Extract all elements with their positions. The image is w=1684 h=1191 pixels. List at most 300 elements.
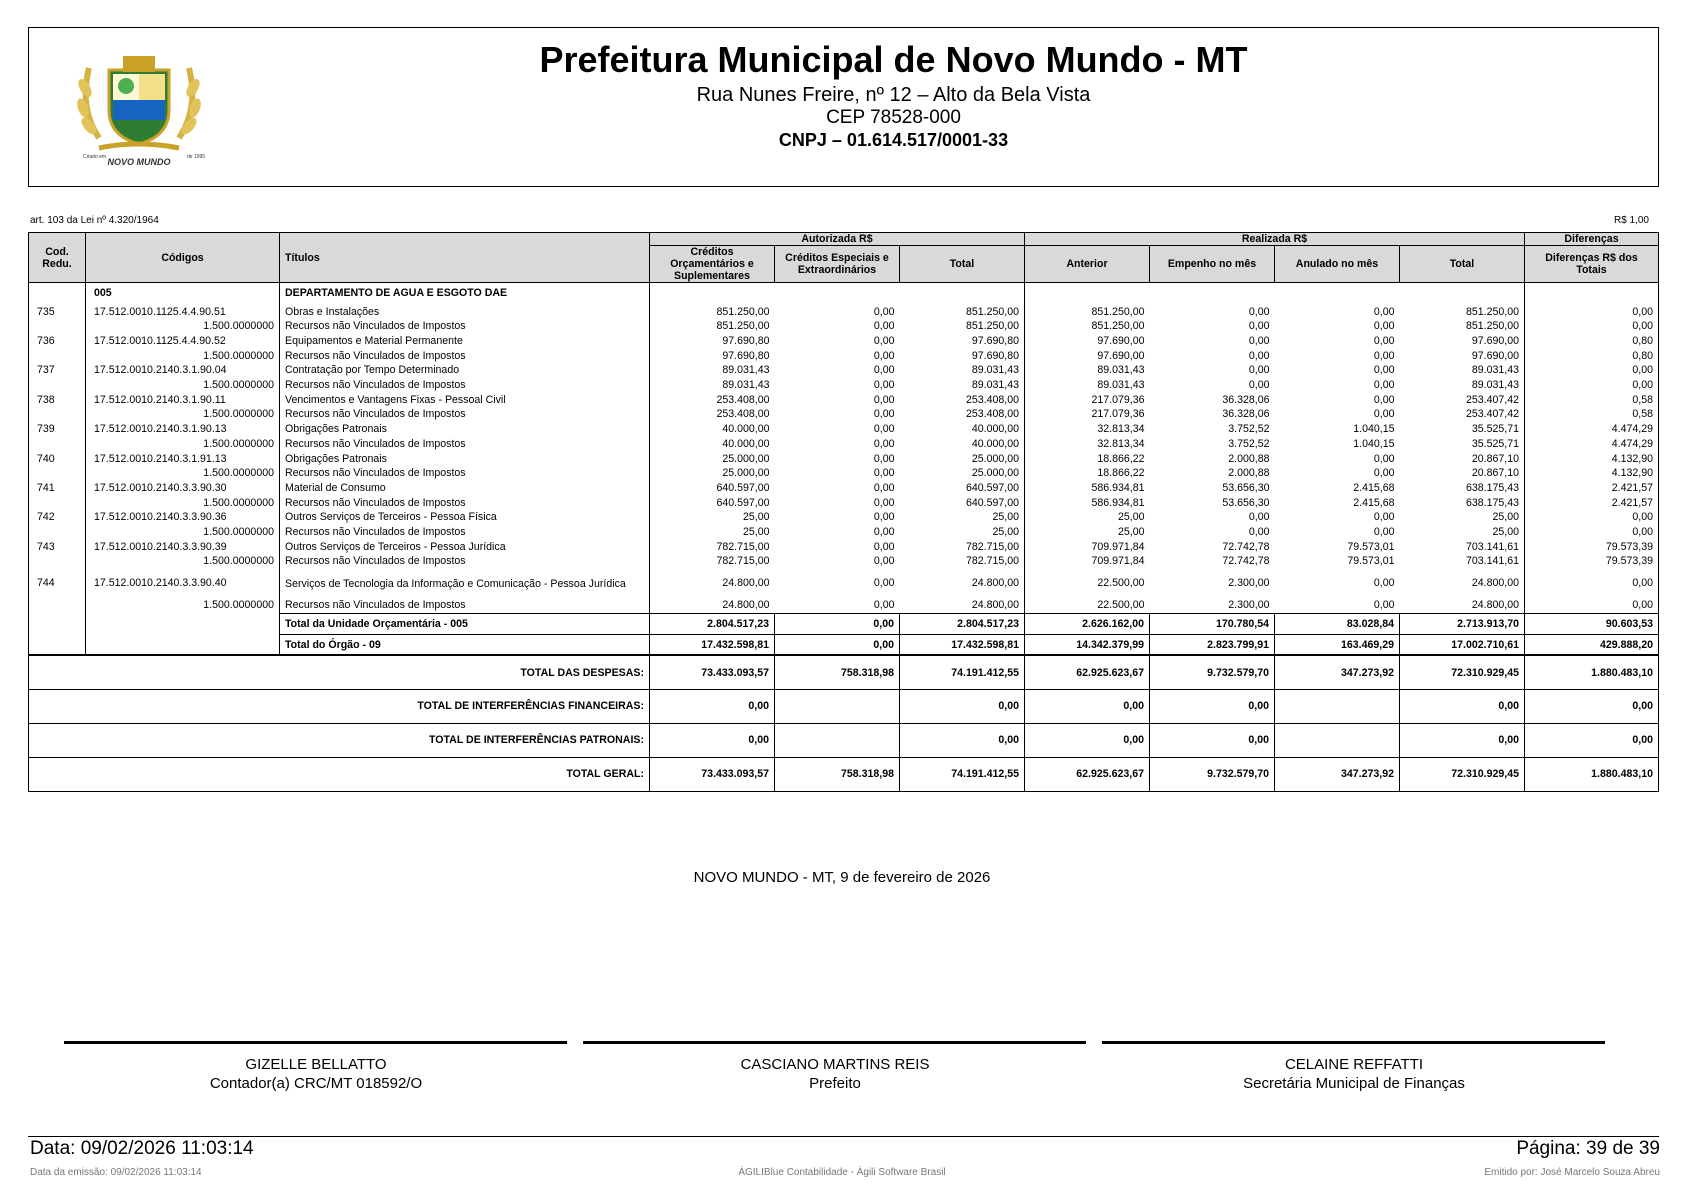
total-value: 0,00 (650, 689, 775, 723)
total-value: 0,00 (1025, 723, 1150, 757)
codigo-cell: 17.512.0010.2140.3.1.90.13 (86, 422, 280, 437)
total-value (775, 689, 900, 723)
municipality-title: Prefeitura Municipal de Novo Mundo - MT (539, 39, 1248, 80)
value-cell: 0,00 (873, 467, 895, 480)
col-titulos: Títulos (280, 233, 650, 283)
value-cell: 89.031,43 (1471, 379, 1519, 392)
value-cell: 97.690,00 (1471, 334, 1519, 347)
value-cell: 25,00 (650, 510, 775, 525)
total-value: 9.732.579,70 (1150, 655, 1275, 689)
value-cell: 2.000,88 (1228, 452, 1270, 465)
total-row (29, 689, 1659, 723)
value-cell: 79.573,01 (1347, 540, 1395, 553)
value-cell: 0,58 (1525, 407, 1659, 422)
value-cell: 0,00 (1373, 467, 1395, 480)
total-value: 9.732.579,70 (1150, 757, 1275, 791)
col-empenho-mes: Empenho no mês (1150, 246, 1275, 283)
value-cell: 97.690,80 (650, 349, 775, 364)
total-row (29, 723, 1659, 757)
subtotal-value: 17.432.598,81 (900, 634, 1025, 655)
value-cell: 24.800,00 (971, 599, 1019, 612)
value-cell: 0,00 (1373, 393, 1395, 406)
value-cell: 0,00 (873, 408, 895, 421)
cell-empty (86, 634, 280, 655)
unit-row (29, 283, 1659, 305)
codigo-cell: 17.512.0010.1125.4.4.90.52 (86, 334, 280, 349)
place-date: NOVO MUNDO - MT, 9 de fevereiro de 2026 (693, 869, 991, 886)
table-row (29, 363, 1659, 378)
total-value (1275, 689, 1400, 723)
subtotal-value: 17.432.598,81 (650, 634, 775, 655)
value-cell: 24.800,00 (650, 569, 775, 598)
value-cell: 640.597,00 (965, 481, 1019, 494)
value-cell: 36.328,06 (1222, 393, 1270, 406)
table-row (29, 349, 1659, 364)
value-cell: 24.800,00 (650, 598, 775, 613)
cod-redu-cell (29, 349, 86, 364)
cod-redu-cell: 739 (29, 422, 86, 437)
value-cell: 4.474,29 (1525, 422, 1659, 437)
cod-redu-cell (29, 407, 86, 422)
value-cell: 24.800,00 (971, 577, 1019, 590)
signature-line-3 (1102, 1041, 1605, 1044)
value-cell: 89.031,43 (1025, 378, 1150, 393)
value-cell: 0,00 (873, 423, 895, 436)
total-label: TOTAL DE INTERFERÊNCIAS PATRONAIS: (29, 723, 650, 757)
cod-redu-cell: 736 (29, 334, 86, 349)
value-cell: 782.715,00 (965, 555, 1019, 568)
svg-text:NOVO MUNDO: NOVO MUNDO (107, 157, 171, 167)
value-cell: 3.752,52 (1228, 423, 1270, 436)
cod-redu-cell (29, 496, 86, 511)
value-cell: 25,00 (650, 525, 775, 540)
codigo-cell: 1.500.0000000 (86, 466, 280, 481)
value-cell: 20.867,10 (1471, 467, 1519, 480)
table-row (29, 496, 1659, 511)
value-cell: 253.408,00 (650, 407, 775, 422)
value-cell: 638.175,43 (1465, 496, 1519, 509)
footer-issuer: Emitido por: José Marcelo Souza Abreu (1484, 1167, 1660, 1178)
value-cell: 0,00 (1525, 305, 1659, 320)
value-cell: 851.250,00 (965, 320, 1019, 333)
titulo-cell: Recursos não Vinculados de Impostos (280, 378, 650, 393)
total-value: 73.433.093,57 (650, 655, 775, 689)
value-cell: 0,00 (1525, 378, 1659, 393)
subtotal-label: Total do Órgão - 09 (280, 634, 650, 655)
codigo-cell: 17.512.0010.2140.3.1.90.11 (86, 393, 280, 408)
value-cell: 24.800,00 (1471, 599, 1519, 612)
total-value: 0,00 (1400, 723, 1525, 757)
cod-redu-cell: 737 (29, 363, 86, 378)
value-cell: 782.715,00 (650, 554, 775, 569)
value-cell: 40.000,00 (971, 423, 1019, 436)
value-cell: 0,00 (1373, 408, 1395, 421)
value-cell: 79.573,39 (1525, 554, 1659, 569)
value-cell: 25,00 (1492, 526, 1519, 539)
total-value: 347.273,92 (1275, 757, 1400, 791)
value-cell: 25.000,00 (971, 452, 1019, 465)
footer-emission-date: Data da emissão: 09/02/2026 11:03:14 (30, 1167, 202, 1178)
subtotal-value: 17.002.710,61 (1400, 634, 1525, 655)
value-cell: 0,00 (1525, 319, 1659, 334)
cell-empty (29, 613, 86, 634)
codigo-cell: 1.500.0000000 (86, 496, 280, 511)
header-box (28, 27, 1659, 187)
total-value: 72.310.929,45 (1400, 655, 1525, 689)
value-cell: 4.132,90 (1525, 452, 1659, 467)
value-cell: 24.800,00 (1471, 577, 1519, 590)
value-cell: 40.000,00 (650, 437, 775, 452)
codigo-cell: 1.500.0000000 (86, 349, 280, 364)
subtotal-row (29, 613, 1659, 634)
value-cell: 97.690,80 (650, 334, 775, 349)
codigo-cell: 1.500.0000000 (86, 378, 280, 393)
signature-block-2 (575, 1055, 1095, 1093)
value-cell: 35.525,71 (1471, 437, 1519, 450)
value-cell: 72.742,78 (1222, 540, 1270, 553)
total-value: 72.310.929,45 (1400, 757, 1525, 791)
footer-divider (28, 1136, 1659, 1137)
subtotal-value: 83.028,84 (1275, 613, 1400, 634)
value-cell: 253.407,42 (1465, 408, 1519, 421)
signature-line-1 (64, 1041, 567, 1044)
cell-empty (900, 283, 1025, 305)
cell-empty (775, 283, 900, 305)
value-cell: 0,00 (1525, 569, 1659, 598)
value-cell: 3.752,52 (1228, 437, 1270, 450)
value-cell: 638.175,43 (1465, 481, 1519, 494)
table-row (29, 319, 1659, 334)
value-cell: 851.250,00 (650, 305, 775, 320)
legal-reference: art. 103 da Lei nº 4.320/1964 (30, 215, 159, 226)
value-cell: 25,00 (1025, 525, 1150, 540)
cod-redu-cell: 735 (29, 305, 86, 320)
codigo-cell: 17.512.0010.2140.3.1.91.13 (86, 452, 280, 467)
value-cell: 2.300,00 (1228, 599, 1270, 612)
col-cod-redu: Cod. Redu. (29, 233, 86, 283)
value-cell: 20.867,10 (1471, 452, 1519, 465)
total-label: TOTAL DAS DESPESAS: (29, 655, 650, 689)
value-cell: 709.971,84 (1025, 540, 1150, 555)
signature-line-2 (583, 1041, 1086, 1044)
value-cell: 0,00 (873, 320, 895, 333)
codigo-cell: 1.500.0000000 (86, 598, 280, 613)
subtotal-row (29, 634, 1659, 655)
value-cell: 97.690,00 (1471, 349, 1519, 362)
value-cell: 25,00 (992, 511, 1019, 524)
group-realizada: Realizada R$ (1025, 233, 1525, 246)
total-value: 0,00 (1525, 723, 1659, 757)
total-value (1275, 723, 1400, 757)
value-cell: 253.408,00 (650, 393, 775, 408)
subtotal-value: 2.823.799,91 (1150, 634, 1275, 655)
table-row (29, 334, 1659, 349)
value-cell: 2.300,00 (1228, 577, 1270, 590)
value-cell: 253.407,42 (1465, 393, 1519, 406)
titulo-cell: Recursos não Vinculados de Impostos (280, 407, 650, 422)
titulo-cell: Recursos não Vinculados de Impostos (280, 437, 650, 452)
value-cell: 89.031,43 (1471, 364, 1519, 377)
total-row (29, 655, 1659, 689)
cell-empty (29, 634, 86, 655)
cod-redu-cell (29, 319, 86, 334)
value-cell: 79.573,01 (1347, 555, 1395, 568)
cell-empty (1400, 283, 1525, 305)
table-row (29, 481, 1659, 496)
total-value (775, 723, 900, 757)
footer-software: ÁGILIBlue Contabilidade - Ágili Software Brasil (738, 1167, 946, 1178)
titulo-cell: Recursos não Vinculados de Impostos (280, 598, 650, 613)
value-cell: 640.597,00 (650, 481, 775, 496)
value-cell: 0,00 (1373, 511, 1395, 524)
codigo-cell: 1.500.0000000 (86, 437, 280, 452)
value-cell: 851.250,00 (1465, 320, 1519, 333)
value-cell: 0,80 (1525, 349, 1659, 364)
subtotal-value: 429.888,20 (1525, 634, 1659, 655)
codigo-cell: 1.500.0000000 (86, 554, 280, 569)
cod-redu-cell: 741 (29, 481, 86, 496)
value-cell: 0,00 (1248, 526, 1270, 539)
titulo-cell: Vencimentos e Vantagens Fixas - Pessoal Civil (280, 393, 650, 408)
value-cell: 18.866,22 (1025, 452, 1150, 467)
group-autorizada: Autorizada R$ (650, 233, 1025, 246)
subtotal-label: Total da Unidade Orçamentária - 005 (280, 613, 650, 634)
table-row (29, 378, 1659, 393)
value-cell: 25.000,00 (971, 467, 1019, 480)
table-row (29, 305, 1659, 320)
table-row (29, 540, 1659, 555)
value-cell: 851.250,00 (1025, 319, 1150, 334)
value-cell: 0,00 (1373, 452, 1395, 465)
value-cell: 40.000,00 (971, 437, 1019, 450)
value-cell: 0,00 (1525, 363, 1659, 378)
col-creditos-especiais: Créditos Especiais e Extraordinários (775, 246, 900, 283)
value-cell: 851.250,00 (650, 319, 775, 334)
codigo-cell: 17.512.0010.2140.3.3.90.40 (86, 569, 280, 598)
value-cell: 89.031,43 (650, 378, 775, 393)
value-cell: 36.328,06 (1222, 408, 1270, 421)
value-cell: 0,00 (873, 599, 895, 612)
titulo-cell: Contratação por Tempo Determinado (280, 363, 650, 378)
value-cell: 586.934,81 (1025, 496, 1150, 511)
cod-redu-cell: 742 (29, 510, 86, 525)
subtotal-value: 2.626.162,00 (1025, 613, 1150, 634)
value-cell: 0,00 (1373, 364, 1395, 377)
svg-text:de 1995: de 1995 (187, 154, 206, 160)
value-cell: 0,00 (1373, 577, 1395, 590)
total-value: 0,00 (1025, 689, 1150, 723)
cell-empty (1275, 283, 1400, 305)
value-cell: 0,00 (1248, 511, 1270, 524)
value-cell: 0,00 (1248, 305, 1270, 318)
col-total-autorizada: Total (900, 246, 1025, 283)
value-cell: 0,00 (1525, 598, 1659, 613)
subtotal-value: 14.342.379,99 (1025, 634, 1150, 655)
subtotal-value: 90.603,53 (1525, 613, 1659, 634)
value-cell: 586.934,81 (1025, 481, 1150, 496)
value-cell: 0,00 (873, 555, 895, 568)
unit-title: DEPARTAMENTO DE AGUA E ESGOTO DAE (280, 283, 650, 305)
total-row (29, 757, 1659, 791)
table-row (29, 407, 1659, 422)
value-cell: 0,00 (873, 305, 895, 318)
table-row (29, 393, 1659, 408)
codigo-cell: 1.500.0000000 (86, 319, 280, 334)
value-cell: 782.715,00 (965, 540, 1019, 553)
value-cell: 25.000,00 (650, 466, 775, 481)
codigo-cell: 17.512.0010.2140.3.3.90.39 (86, 540, 280, 555)
value-cell: 18.866,22 (1025, 466, 1150, 481)
svg-text:Criado em: Criado em (83, 154, 107, 160)
subtotal-value: 163.469,29 (1275, 634, 1400, 655)
value-cell: 32.813,34 (1025, 437, 1150, 452)
cod-redu-cell: 738 (29, 393, 86, 408)
value-cell: 25,00 (1492, 511, 1519, 524)
titulo-cell: Serviços de Tecnologia da Informação e Comunicação - Pessoa Jurídica (280, 569, 650, 598)
value-cell: 0,00 (873, 349, 895, 362)
table-row (29, 525, 1659, 540)
value-cell: 640.597,00 (965, 496, 1019, 509)
total-value: 1.880.483,10 (1525, 757, 1659, 791)
value-cell: 53.656,30 (1222, 496, 1270, 509)
value-cell: 22.500,00 (1025, 569, 1150, 598)
value-cell: 89.031,43 (1025, 363, 1150, 378)
total-label: TOTAL DE INTERFERÊNCIAS FINANCEIRAS: (29, 689, 650, 723)
signatory-role: Prefeito (809, 1075, 861, 1092)
value-cell: 89.031,43 (971, 379, 1019, 392)
cell-empty (1150, 283, 1275, 305)
total-value: 0,00 (900, 723, 1025, 757)
address: Rua Nunes Freire, nº 12 – Alto da Bela Vista (696, 84, 1091, 106)
col-total-realizada: Total (1400, 246, 1525, 283)
value-cell: 53.656,30 (1222, 481, 1270, 494)
value-cell: 851.250,00 (1025, 305, 1150, 320)
titulo-cell: Recursos não Vinculados de Impostos (280, 525, 650, 540)
value-cell: 0,00 (873, 540, 895, 553)
value-cell: 72.742,78 (1222, 555, 1270, 568)
value-cell: 2.415,68 (1353, 481, 1395, 494)
codigo-cell: 17.512.0010.2140.3.1.90.04 (86, 363, 280, 378)
value-cell: 0,00 (1373, 320, 1395, 333)
total-value: 0,00 (1150, 689, 1275, 723)
table-row (29, 422, 1659, 437)
value-cell: 0,00 (873, 437, 895, 450)
value-cell: 0,00 (1373, 334, 1395, 347)
cod-redu-cell (29, 598, 86, 613)
value-cell: 0,00 (873, 511, 895, 524)
titulo-cell: Obras e Instalações (280, 305, 650, 320)
total-label: TOTAL GERAL: (29, 757, 650, 791)
footer-date: Data: 09/02/2026 11:03:14 (30, 1138, 254, 1159)
total-value: 74.191.412,55 (900, 757, 1025, 791)
value-cell: 0,00 (873, 334, 895, 347)
value-cell: 703.141,61 (1465, 540, 1519, 553)
total-value: 758.318,98 (775, 655, 900, 689)
value-cell: 2.000,88 (1228, 467, 1270, 480)
table-row (29, 569, 1659, 598)
codigo-cell: 1.500.0000000 (86, 407, 280, 422)
value-cell: 0,00 (873, 452, 895, 465)
cod-redu-cell (29, 554, 86, 569)
total-value: 0,00 (900, 689, 1025, 723)
titulo-cell: Recursos não Vinculados de Impostos (280, 554, 650, 569)
cod-redu-cell: 744 (29, 569, 86, 598)
col-diferencas-totais: Diferenças R$ dos Totais (1525, 246, 1659, 283)
subtotal-value: 170.780,54 (1150, 613, 1275, 634)
value-cell: 79.573,39 (1525, 540, 1659, 555)
subtotal-value: 2.804.517,23 (900, 613, 1025, 634)
value-cell: 0,00 (873, 496, 895, 509)
titulo-cell: Recursos não Vinculados de Impostos (280, 349, 650, 364)
signatory-name: CELAINE REFFATTI (1284, 1056, 1424, 1073)
titulo-cell: Material de Consumo (280, 481, 650, 496)
value-cell: 703.141,61 (1465, 555, 1519, 568)
value-cell: 0,00 (873, 364, 895, 377)
cod-redu-cell (29, 437, 86, 452)
cod-redu-cell: 743 (29, 540, 86, 555)
value-cell: 0,00 (873, 526, 895, 539)
value-cell: 217.079,36 (1025, 393, 1150, 408)
titulo-cell: Recursos não Vinculados de Impostos (280, 319, 650, 334)
total-value: 62.925.623,67 (1025, 757, 1150, 791)
value-cell: 0,00 (873, 379, 895, 392)
value-cell: 851.250,00 (965, 305, 1019, 318)
value-cell: 25,00 (1025, 510, 1150, 525)
value-cell: 97.690,80 (971, 334, 1019, 347)
total-value: 347.273,92 (1275, 655, 1400, 689)
subtotal-value: 0,00 (775, 613, 900, 634)
value-cell: 0,00 (873, 481, 895, 494)
total-value: 74.191.412,55 (900, 655, 1025, 689)
total-value: 0,00 (1400, 689, 1525, 723)
codigo-cell: 1.500.0000000 (86, 525, 280, 540)
total-value: 0,00 (650, 723, 775, 757)
value-cell: 253.408,00 (965, 393, 1019, 406)
value-cell: 0,80 (1525, 334, 1659, 349)
value-cell: 782.715,00 (650, 540, 775, 555)
value-cell: 89.031,43 (650, 363, 775, 378)
signatory-role: Secretária Municipal de Finanças (1243, 1075, 1465, 1092)
table-row (29, 452, 1659, 467)
cell-empty (650, 283, 775, 305)
footer-page-number: Página: 39 de 39 (1516, 1138, 1660, 1159)
cell-empty (29, 283, 86, 305)
value-cell: 97.690,00 (1025, 349, 1150, 364)
currency-unit: R$ 1,00 (1613, 215, 1649, 226)
table-row (29, 554, 1659, 569)
value-cell: 0,00 (1248, 379, 1270, 392)
cod-redu-cell (29, 378, 86, 393)
cod-redu-cell: 740 (29, 452, 86, 467)
value-cell: 851.250,00 (1465, 305, 1519, 318)
value-cell: 0,00 (873, 577, 895, 590)
col-creditos-orcamentarios: Créditos Orçamentários e Suplementares (650, 246, 775, 283)
value-cell: 0,00 (1373, 599, 1395, 612)
total-value: 73.433.093,57 (650, 757, 775, 791)
value-cell: 0,00 (1248, 364, 1270, 377)
value-cell: 25.000,00 (650, 452, 775, 467)
value-cell: 4.132,90 (1525, 466, 1659, 481)
value-cell: 2.415,68 (1353, 496, 1395, 509)
col-codigos: Códigos (86, 233, 280, 283)
value-cell: 0,00 (1248, 334, 1270, 347)
total-value: 0,00 (1150, 723, 1275, 757)
codigo-cell: 17.512.0010.1125.4.4.90.51 (86, 305, 280, 320)
value-cell: 2.421,57 (1525, 496, 1659, 511)
value-cell: 1.040,15 (1353, 423, 1395, 436)
value-cell: 2.421,57 (1525, 481, 1659, 496)
cell-empty (86, 613, 280, 634)
